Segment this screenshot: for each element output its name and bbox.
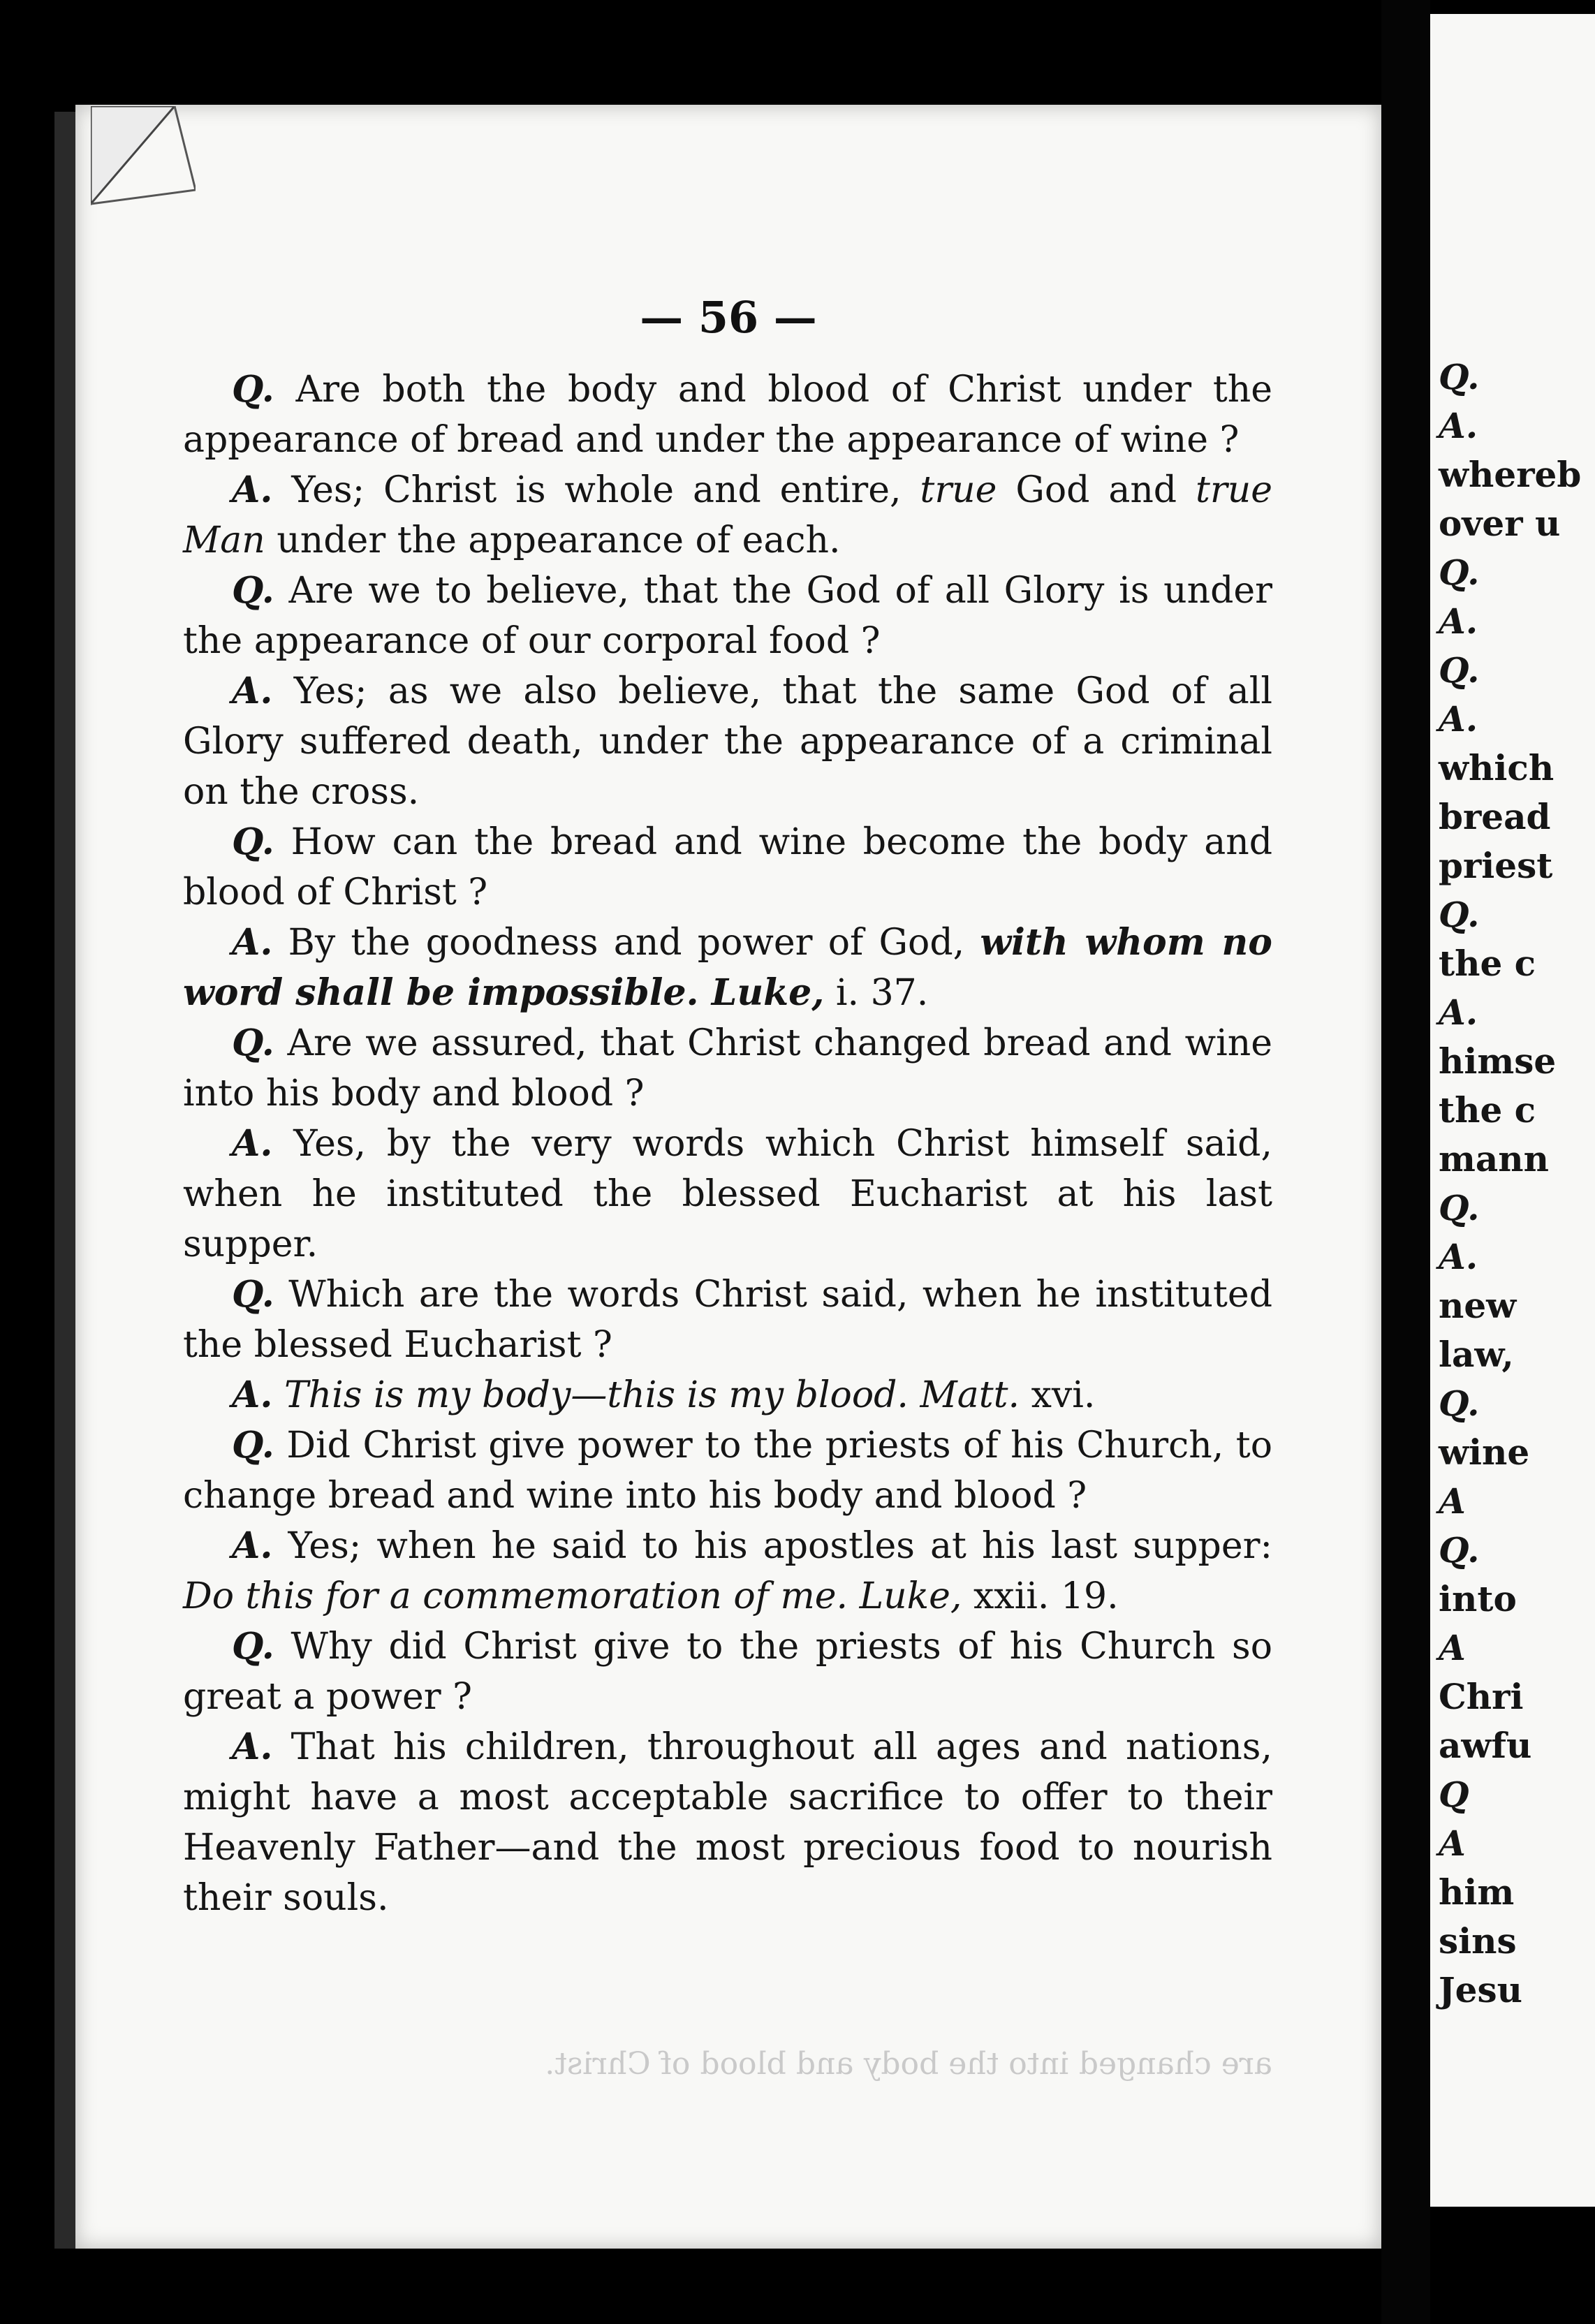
qa-paragraph bbox=[183, 918, 1272, 1018]
qa-paragraph bbox=[183, 365, 1272, 465]
facing-page-fragment: Q. bbox=[1439, 649, 1480, 691]
text-run: That his children, throughout all ages and nations, might have a most acceptable sacrifice to offer to their Heavenly Father—and the most precious food to nourish their souls. bbox=[183, 1726, 1272, 1919]
text-run: How can the bread and wine become the body and blood of Christ ? bbox=[183, 821, 1272, 913]
qa-paragraph bbox=[183, 566, 1272, 666]
qa-paragraph bbox=[183, 465, 1272, 566]
text-run: with whom no word shall be impossible. Luke, bbox=[183, 921, 1272, 1014]
text-run: Which are the words Christ said, when he instituted the blessed Eucharist ? bbox=[183, 1274, 1272, 1366]
qa-label: A. bbox=[232, 670, 273, 712]
qa-label: A. bbox=[232, 921, 273, 964]
qa-label: Q. bbox=[232, 821, 274, 863]
facing-page-fragment: A. bbox=[1439, 992, 1478, 1033]
facing-page-fragment: bread bbox=[1439, 796, 1551, 837]
text-run bbox=[272, 1374, 284, 1416]
qa-label: Q. bbox=[232, 569, 274, 612]
text-run: true bbox=[920, 469, 997, 511]
text-run: Yes; as we also believe, that the same God of all Glory suffered death, under the appearance of a criminal on the cross. bbox=[183, 670, 1272, 813]
text-run: Are we to believe, that the God of all Glory is under the appearance of our corporal food ? bbox=[183, 570, 1272, 662]
facing-page-fragment: which bbox=[1439, 747, 1554, 788]
text-run: Do this for a commemoration of me. Luke, bbox=[183, 1575, 962, 1617]
facing-page-fragment: awfu bbox=[1439, 1725, 1532, 1766]
text-run: xxii. 19. bbox=[962, 1575, 1119, 1617]
facing-page-fragment: over u bbox=[1439, 503, 1561, 544]
qa-label: A. bbox=[232, 1374, 273, 1416]
facing-page-fragment: into bbox=[1439, 1578, 1517, 1619]
facing-page-fragment: sins bbox=[1439, 1920, 1517, 1962]
page-gutter bbox=[1381, 0, 1430, 2324]
text-run: Why did Christ give to the priests of his Church so great a power ? bbox=[183, 1626, 1272, 1718]
facing-page-fragment: Q. bbox=[1439, 1383, 1480, 1424]
facing-page-fragment: A bbox=[1439, 1627, 1466, 1668]
text-run: Are we assured, that Christ changed bread and wine into his body and blood ? bbox=[183, 1022, 1272, 1115]
facing-page-fragment: Chri bbox=[1439, 1676, 1524, 1717]
catechism-text bbox=[183, 365, 1272, 1923]
qa-paragraph bbox=[183, 1270, 1272, 1370]
qa-label: Q. bbox=[232, 1273, 274, 1316]
qa-paragraph bbox=[183, 1119, 1272, 1270]
qa-label: A. bbox=[232, 1122, 273, 1165]
text-run: By the goodness and power of God, bbox=[272, 922, 980, 964]
qa-paragraph bbox=[183, 817, 1272, 918]
text-run: Yes, by the very words which Christ himself said, when he instituted the blessed Eucharist at his last supper. bbox=[183, 1123, 1272, 1265]
qa-paragraph bbox=[183, 1370, 1272, 1420]
facing-page-fragment: A bbox=[1439, 1480, 1466, 1522]
facing-page-fragment: Q bbox=[1439, 1774, 1469, 1815]
qa-label: Q. bbox=[232, 1022, 274, 1064]
facing-page-fragment: the c bbox=[1439, 943, 1536, 984]
facing-page-fragment: wine bbox=[1439, 1432, 1530, 1473]
facing-page-fragment: priest bbox=[1439, 845, 1553, 886]
qa-paragraph bbox=[183, 1420, 1272, 1521]
text-run: Are both the body and blood of Christ under the appearance of bread and under the appearance of wine ? bbox=[183, 369, 1272, 461]
qa-label: A. bbox=[232, 1524, 273, 1567]
facing-page-fragment: whereb bbox=[1439, 454, 1582, 495]
text-run: Yes; when he said to his apostles at his last supper: bbox=[272, 1525, 1272, 1567]
facing-page-fragment: mann bbox=[1439, 1138, 1550, 1179]
text-run: under the appearance of each. bbox=[265, 520, 841, 561]
facing-page-fragment: the c bbox=[1439, 1089, 1536, 1131]
qa-label: A. bbox=[232, 469, 273, 511]
text-run: Did Christ give power to the priests of his Church, to change bread and wine into his body and blood ? bbox=[183, 1425, 1272, 1517]
facing-page-fragment: Jesu bbox=[1439, 1969, 1522, 2010]
bleed-through-text: are changed into the body and blood of Christ. bbox=[545, 2046, 1272, 2082]
facing-page-fragment: himse bbox=[1439, 1040, 1557, 1082]
qa-paragraph bbox=[183, 666, 1272, 817]
qa-paragraph bbox=[183, 1018, 1272, 1119]
text-run: i. 37. bbox=[824, 972, 929, 1014]
facing-page-fragment: law, bbox=[1439, 1334, 1514, 1375]
facing-page-fragment: Q. bbox=[1439, 552, 1480, 593]
folded-corner-icon bbox=[91, 106, 196, 225]
facing-page-fragment: new bbox=[1439, 1285, 1517, 1326]
qa-paragraph bbox=[183, 1521, 1272, 1621]
facing-page-fragment: him bbox=[1439, 1871, 1515, 1913]
text-run: God and bbox=[997, 469, 1196, 511]
qa-label: Q. bbox=[232, 368, 274, 411]
facing-page-fragment: Q. bbox=[1439, 1187, 1480, 1228]
text-run: This is my body—this is my blood. Matt. bbox=[284, 1374, 1020, 1416]
facing-page-fragment: A bbox=[1439, 1823, 1466, 1864]
facing-page-fragment: A. bbox=[1439, 698, 1478, 740]
facing-page-fragment: Q. bbox=[1439, 1529, 1480, 1571]
facing-page-fragment: A. bbox=[1439, 601, 1478, 642]
qa-label: Q. bbox=[232, 1424, 274, 1466]
qa-paragraph bbox=[183, 1621, 1272, 1722]
text-run: xvi. bbox=[1020, 1374, 1096, 1416]
qa-paragraph bbox=[183, 1722, 1272, 1923]
qa-label: Q. bbox=[232, 1625, 274, 1668]
facing-page-fragment: A. bbox=[1439, 405, 1478, 446]
facing-page-fragment: Q. bbox=[1439, 894, 1480, 935]
facing-page-fragment: A. bbox=[1439, 1236, 1478, 1277]
qa-label: A. bbox=[232, 1726, 273, 1768]
text-run: true Man bbox=[183, 469, 1272, 561]
facing-page-fragment: Q. bbox=[1439, 356, 1480, 397]
page-number: — 56 — bbox=[640, 292, 817, 343]
text-run: Yes; Christ is whole and entire, bbox=[272, 469, 920, 511]
